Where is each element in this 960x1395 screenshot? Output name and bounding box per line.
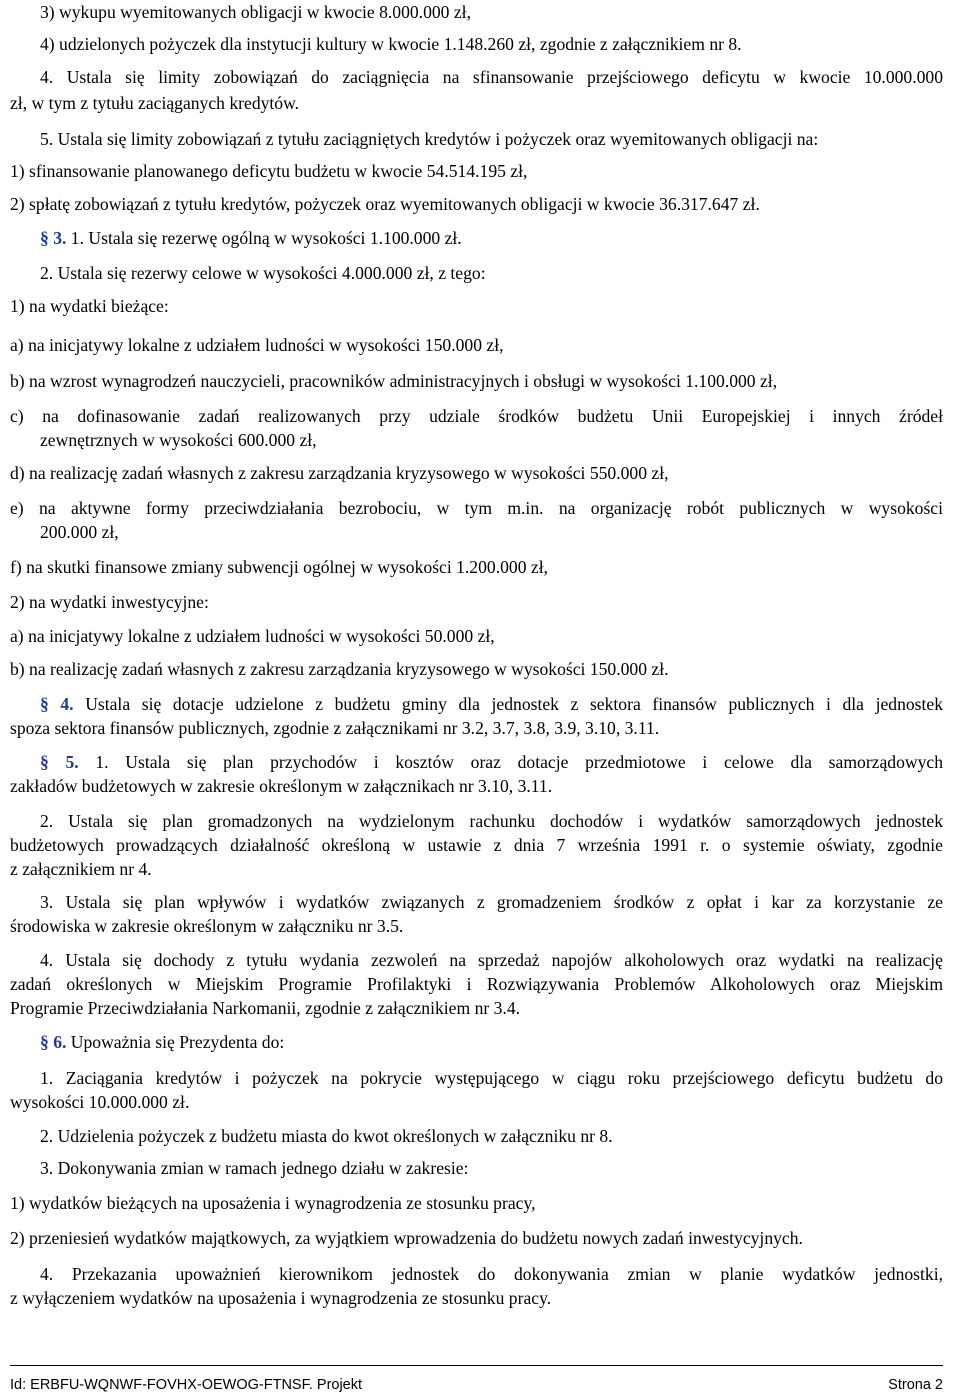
text-line: Ustala się rezerwę ogólną w wysokości 1.100.000 zł. (88, 228, 462, 248)
text-line: 1) sfinansowanie planowanego deficytu budżetu w kwocie 54.514.195 zł, (10, 161, 528, 181)
text-line: 5. Ustala się limity zobowiązań z tytułu zaciągniętych kredytów i pożyczek oraz wyemitowanych obligacji na: (40, 129, 819, 149)
text-line: 2. Ustala się plan gromadzonych na wydzielonym rachunku dochodów i wydatków samorządowych jednostek (40, 811, 943, 831)
footer-divider (10, 1365, 943, 1366)
paragraph-4 (40, 692, 943, 716)
text-line: 2) spłatę zobowiązań z tytułu kredytów, pożyczek oraz wyemitowanych obligacji w kwocie 36.317.647 zł. (10, 194, 760, 214)
text-line: zewnętrznych w wysokości 600.000 zł, (40, 430, 317, 450)
text-line: a) na inicjatywy lokalne z udziałem ludności w wysokości 50.000 zł, (10, 626, 495, 646)
text-line: zakładów budżetowych w zakresie określonym w załącznikach nr 3.10, 3.11. (10, 776, 553, 796)
text-line: z załącznikiem nr 4. (10, 859, 152, 879)
text-line: 1. Zaciągania kredytów i pożyczek na pokrycie występującego w ciągu roku przejściowego deficytu budżetu do (40, 1068, 943, 1088)
text-line: 4. Ustala się limity zobowiązań do zaciągnięcia na sfinansowanie przejściowego deficytu w kwocie 10.000.000 (40, 67, 943, 87)
section-marker-5: § 5. (40, 752, 79, 772)
sub-marker: 1. (95, 752, 109, 772)
text-line: 2) przeniesień wydatków majątkowych, za wyjątkiem wprowadzenia do budżetu nowych zadań inwestycyjnych. (10, 1228, 803, 1248)
text-line: 2. Udzielenia pożyczek z budżetu miasta do kwot określonych w załączniku nr 8. (40, 1126, 613, 1146)
section-marker-6: § 6. (40, 1032, 67, 1052)
text-line: zł, w tym z tytułu zaciąganych kredytów. (10, 93, 300, 113)
text-line: Upoważnia się Prezydenta do: (70, 1032, 285, 1052)
text-line: zadań określonych w Miejskim Programie Profilaktyki i Rozwiązywania Problemów Alkoholowych oraz Miejskim (10, 974, 943, 994)
text-line: c) na dofinasowanie zadań realizowanych przy udziale środków budżetu Unii Europejskiej i innych źródeł (10, 406, 943, 426)
text-line: e) na aktywne formy przeciwdziałania bezrobociu, w tym m.in. na organizację robót publicznych w wysokości (10, 498, 943, 518)
text-line: b) na wzrost wynagrodzeń nauczycieli, pracowników administracyjnych i obsługi w wysokości 1.100.000 zł, (10, 371, 778, 391)
text-line: środowiska w zakresie określonym w załączniku nr 3.5. (10, 916, 404, 936)
text-line: spoza sektora finansów publicznych, zgodnie z załącznikami nr 3.2, 3.7, 3.8, 3.9, 3.10, 3.11. (10, 718, 660, 738)
text-line: 200.000 zł, (40, 522, 119, 542)
text-line: d) na realizację zadań własnych z zakresu zarządzania kryzysowego w wysokości 550.000 zł, (10, 463, 669, 483)
text-line: a) na inicjatywy lokalne z udziałem ludności w wysokości 150.000 zł, (10, 335, 504, 355)
text-line: 4. Przekazania upoważnień kierownikom jednostek do dokonywania zmian w planie wydatków jednostki, (40, 1264, 943, 1284)
paragraph-5-1 (40, 750, 943, 774)
text-line: 2) na wydatki inwestycyjne: (10, 592, 209, 612)
text-line: f) na skutki finansowe zmiany subwencji ogólnej w wysokości 1.200.000 zł, (10, 557, 548, 577)
section-marker-4: § 4. (40, 694, 74, 714)
page-number: Strona 2 (888, 1377, 943, 1393)
text-line: 1) na wydatki bieżące: (10, 296, 169, 316)
text-line: Ustala się plan przychodów i kosztów oraz dotacje przedmiotowe i celowe dla samorządowych (125, 752, 943, 772)
sub-marker: 1. (70, 228, 84, 248)
text-line: 2. Ustala się rezerwy celowe w wysokości 4.000.000 zł, z tego: (40, 263, 486, 283)
text-line: 3) wykupu wyemitowanych obligacji w kwocie 8.000.000 zł, (40, 2, 471, 22)
text-line: b) na realizację zadań własnych z zakresu zarządzania kryzysowego w wysokości 150.000 zł. (10, 659, 669, 679)
document-id: Id: ERBFU-WQNWF-FOVHX-OEWOG-FTNSF. Projekt (10, 1377, 363, 1393)
text-line: 3. Ustala się plan wpływów i wydatków związanych z gromadzeniem środków z opłat i kar za korzystanie ze (40, 892, 943, 912)
section-marker-3: § 3. (40, 228, 67, 248)
paragraph-6 (40, 1030, 943, 1054)
text-line: budżetowych prowadzących działalność określoną w ustawie z dnia 7 września 1991 r. o systemie oświaty, zgodnie (10, 835, 943, 855)
text-line: 1) wydatków bieżących na uposażenia i wynagrodzenia ze stosunku pracy, (10, 1193, 536, 1213)
text-line: Ustala się dotacje udzielone z budżetu gminy dla jednostek z sektora finansów publicznych i dla jednostek (85, 694, 944, 714)
text-line: 4. Ustala się dochody z tytułu wydania zezwoleń na sprzedaż napojów alkoholowych oraz wydatki na realizację (40, 950, 943, 970)
text-line: wysokości 10.000.000 zł. (10, 1092, 190, 1112)
text-line: Programie Przeciwdziałania Narkomanii, zgodnie z załącznikiem nr 3.4. (10, 998, 521, 1018)
text-line: z wyłączeniem wydatków na uposażenia i wynagrodzenia ze stosunku pracy. (10, 1288, 552, 1308)
text-line: 3. Dokonywania zmian w ramach jednego działu w zakresie: (40, 1158, 469, 1178)
text-line: 4) udzielonych pożyczek dla instytucji kultury w kwocie 1.148.260 zł, zgodnie z załącznikiem nr 8. (40, 34, 742, 54)
paragraph-3-1 (40, 226, 943, 250)
